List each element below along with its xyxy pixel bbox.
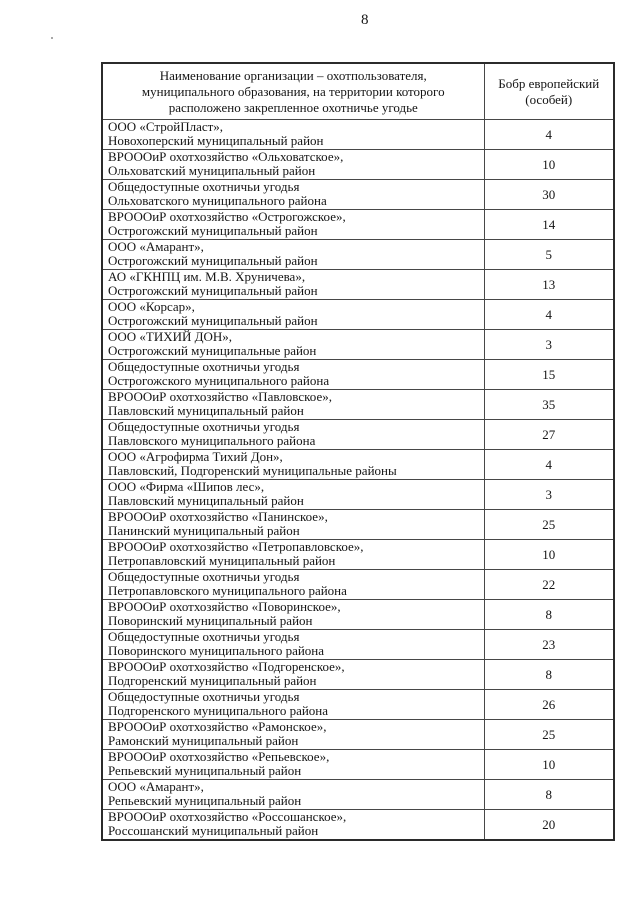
value-cell: 10 (484, 540, 614, 570)
table-row (102, 300, 614, 330)
table-row (102, 510, 614, 540)
table-row (102, 660, 614, 690)
org-name: ООО «Агрофирма Тихий Дон», (108, 449, 283, 464)
org-district: Ольховатский муниципальный район (108, 163, 316, 178)
org-cell (102, 630, 484, 660)
value-cell: 22 (484, 570, 614, 600)
table-row (102, 390, 614, 420)
org-cell (102, 600, 484, 630)
table-row (102, 810, 614, 841)
value-cell: 3 (484, 330, 614, 360)
value-cell: 8 (484, 600, 614, 630)
org-name: ВРОООиР охотхозяйство «Павловское», (108, 389, 332, 404)
value-cell: 8 (484, 780, 614, 810)
value-cell: 4 (484, 450, 614, 480)
org-cell (102, 810, 484, 841)
org-district: Павловский муниципальный район (108, 493, 304, 508)
table-row (102, 780, 614, 810)
org-name: Общедоступные охотничьи угодья (108, 689, 300, 704)
org-name: Общедоступные охотничьи угодья (108, 179, 300, 194)
value-cell: 30 (484, 180, 614, 210)
value-cell: 20 (484, 810, 614, 841)
value-cell: 25 (484, 510, 614, 540)
org-cell (102, 510, 484, 540)
org-district: Репьевский муниципальный район (108, 793, 302, 808)
org-district: Павловского муниципального района (108, 433, 316, 448)
header-org-column: Наименование организации – охотпользователя, муниципального образования, на территории которого расположено закрепленное охотничье угодье (102, 63, 484, 120)
org-district: Павловский, Подгоренский муниципальные районы (108, 463, 397, 478)
value-cell: 26 (484, 690, 614, 720)
table-row (102, 240, 614, 270)
org-name: ВРОООиР охотхозяйство «Ольховатское», (108, 149, 344, 164)
table-row (102, 570, 614, 600)
org-name: Общедоступные охотничьи угодья (108, 629, 300, 644)
org-name: Общедоступные охотничьи угодья (108, 359, 300, 374)
org-district: Павловский муниципальный район (108, 403, 304, 418)
org-district: Ольховатского муниципального района (108, 193, 327, 208)
org-district: Россошанский муниципальный район (108, 823, 319, 838)
table-row (102, 120, 614, 150)
table-row (102, 630, 614, 660)
value-cell: 35 (484, 390, 614, 420)
org-cell (102, 180, 484, 210)
table-row (102, 210, 614, 240)
org-district: Острогожский муниципальный район (108, 253, 318, 268)
org-name: ВРОООиР охотхозяйство «Подгоренское», (108, 659, 345, 674)
table-row (102, 450, 614, 480)
org-district: Петропавловского муниципального района (108, 583, 347, 598)
org-district: Острогожский муниципальный район (108, 223, 318, 238)
value-cell: 15 (484, 360, 614, 390)
table-row (102, 270, 614, 300)
org-cell (102, 240, 484, 270)
header-value-column: Бобр европейский (особей) (484, 63, 614, 120)
org-cell (102, 750, 484, 780)
org-name: ВРОООиР охотхозяйство «Петропавловское», (108, 539, 364, 554)
org-district: Острогожский муниципальный район (108, 283, 318, 298)
org-district: Острогожского муниципального района (108, 373, 330, 388)
value-cell: 27 (484, 420, 614, 450)
org-name: ООО «Амарант», (108, 779, 204, 794)
table-row (102, 360, 614, 390)
table-row (102, 330, 614, 360)
table-row (102, 150, 614, 180)
value-cell: 23 (484, 630, 614, 660)
org-name: Общедоступные охотничьи угодья (108, 419, 300, 434)
org-district: Подгоренский муниципальный район (108, 673, 317, 688)
header-row (102, 63, 614, 120)
org-district: Острогожский муниципальные район (108, 343, 317, 358)
table-row (102, 180, 614, 210)
table-row (102, 600, 614, 630)
org-cell (102, 540, 484, 570)
org-cell (102, 690, 484, 720)
org-name: АО «ГКНПЦ им. М.В. Хруничева», (108, 269, 306, 284)
org-district: Острогожский муниципальный район (108, 313, 318, 328)
value-cell: 8 (484, 660, 614, 690)
table-row (102, 480, 614, 510)
org-cell (102, 450, 484, 480)
org-name: ООО «ТИХИЙ ДОН», (108, 329, 233, 344)
org-cell (102, 360, 484, 390)
org-district: Поворинского муниципального района (108, 643, 325, 658)
org-cell (102, 420, 484, 450)
page-number: 8 (361, 12, 369, 28)
scan-speck (51, 37, 53, 39)
table-body (102, 120, 614, 841)
org-name: ООО «Фирма «Шипов лес», (108, 479, 265, 494)
table-row (102, 720, 614, 750)
org-cell (102, 330, 484, 360)
beaver-count-table (101, 62, 615, 841)
org-cell (102, 120, 484, 150)
table-header (102, 63, 614, 120)
value-cell: 5 (484, 240, 614, 270)
org-cell (102, 780, 484, 810)
org-cell (102, 390, 484, 420)
value-cell: 10 (484, 750, 614, 780)
org-name: ВРОООиР охотхозяйство «Острогожское», (108, 209, 346, 224)
org-name: ВРОООиР охотхозяйство «Репьевское», (108, 749, 330, 764)
org-cell (102, 300, 484, 330)
org-name: ООО «СтройПласт», (108, 119, 224, 134)
org-name: ВРОООиР охотхозяйство «Рамонское», (108, 719, 327, 734)
org-cell (102, 720, 484, 750)
value-cell: 4 (484, 300, 614, 330)
org-cell (102, 270, 484, 300)
value-cell: 13 (484, 270, 614, 300)
table-row (102, 750, 614, 780)
org-district: Рамонский муниципальный район (108, 733, 299, 748)
org-name: ООО «Амарант», (108, 239, 204, 254)
value-cell: 10 (484, 150, 614, 180)
table-row (102, 690, 614, 720)
org-district: Петропавловский муниципальный район (108, 553, 336, 568)
table-row (102, 540, 614, 570)
org-cell (102, 210, 484, 240)
org-cell (102, 480, 484, 510)
org-name: ВРОООиР охотхозяйство «Панинское», (108, 509, 328, 524)
org-name: ВРОООиР охотхозяйство «Россошанское», (108, 809, 347, 824)
org-cell (102, 570, 484, 600)
value-cell: 4 (484, 120, 614, 150)
org-name: Общедоступные охотничьи угодья (108, 569, 300, 584)
org-district: Панинский муниципальный район (108, 523, 300, 538)
org-district: Новохоперский муниципальный район (108, 133, 324, 148)
org-district: Репьевский муниципальный район (108, 763, 302, 778)
org-name: ВРОООиР охотхозяйство «Поворинское», (108, 599, 341, 614)
org-district: Поворинский муниципальный район (108, 613, 313, 628)
value-cell: 3 (484, 480, 614, 510)
value-cell: 25 (484, 720, 614, 750)
value-cell: 14 (484, 210, 614, 240)
org-name: ООО «Корсар», (108, 299, 195, 314)
org-district: Подгоренского муниципального района (108, 703, 329, 718)
org-cell (102, 150, 484, 180)
org-cell (102, 660, 484, 690)
table-row (102, 420, 614, 450)
